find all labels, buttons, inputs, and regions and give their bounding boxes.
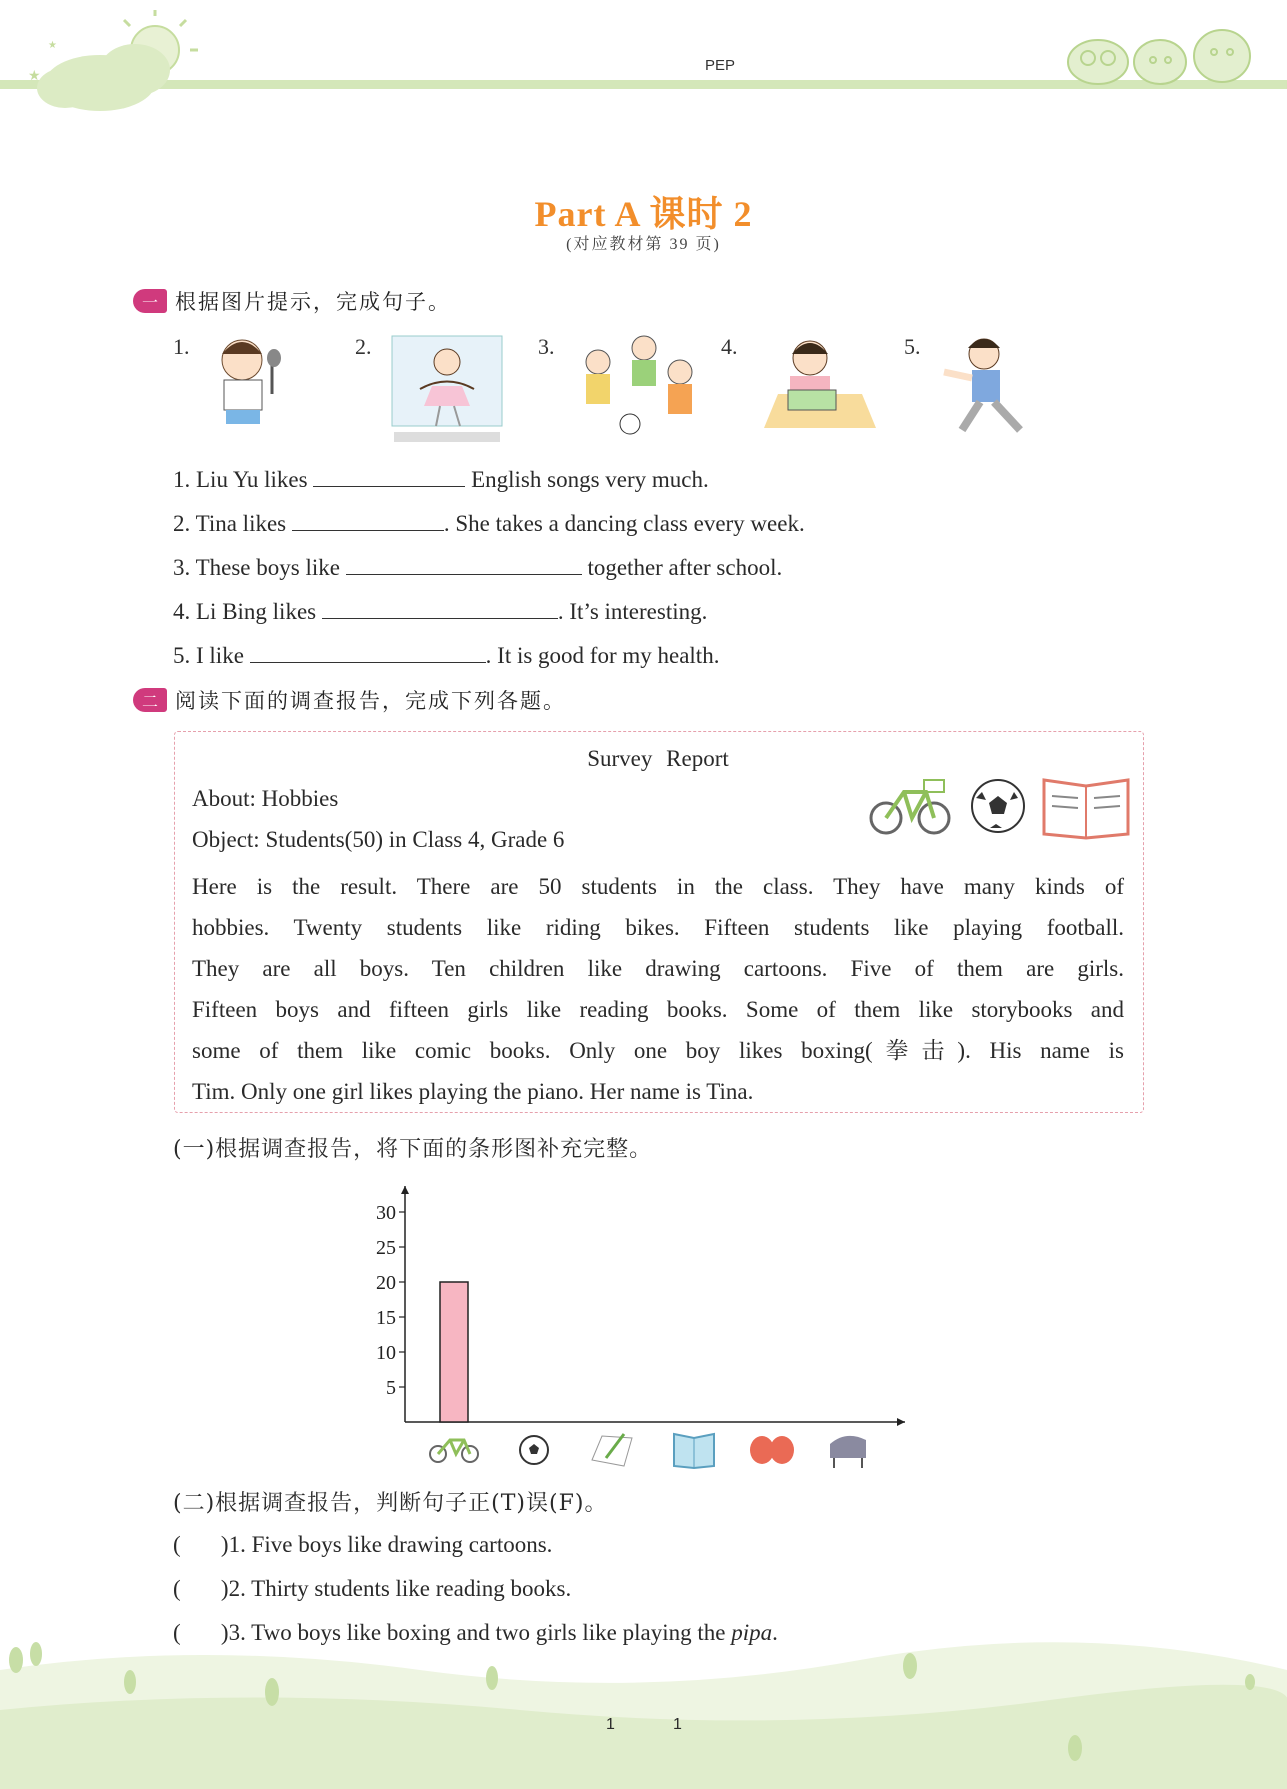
picture-number-5: 5. bbox=[904, 334, 921, 359]
football-icon bbox=[970, 778, 1026, 834]
section2-heading bbox=[133, 685, 566, 715]
sentence-5-end: . It is good for my health. bbox=[485, 643, 720, 668]
svg-text:★: ★ bbox=[48, 40, 57, 51]
answer-blank-3[interactable] bbox=[346, 552, 582, 575]
football-category-icon bbox=[520, 1436, 548, 1464]
drawing-category-icon bbox=[592, 1434, 632, 1466]
fill-sentence-4 bbox=[173, 596, 707, 625]
survey-paragraph bbox=[192, 866, 1124, 1112]
fill-sentence-2 bbox=[173, 508, 805, 537]
boxing-gloves-category-icon bbox=[750, 1436, 794, 1464]
footer-hills-decoration bbox=[0, 1630, 1287, 1789]
survey-title: Survey Report bbox=[587, 746, 729, 771]
sentence-3-start: 3. These boys like bbox=[173, 555, 346, 580]
hobbies-bar-chart bbox=[370, 1168, 920, 1478]
section1-instruction: 根据图片提示，完成句子。 bbox=[175, 290, 451, 314]
brand-label: PEP bbox=[704, 57, 735, 74]
footer-page-number-right: 1 bbox=[673, 1716, 682, 1733]
page-title: Part A 课时 2 bbox=[534, 194, 753, 234]
girl-reading-picture bbox=[752, 332, 880, 432]
survey-text-line: They are all boys. Ten children like drawing cartoons. Five of them are girls. bbox=[192, 956, 1124, 981]
judgement-3-text: ( )3. Two boys like boxing and two girls like playing the bbox=[173, 1620, 732, 1645]
boys-playing-football-picture bbox=[568, 334, 708, 442]
part1-instruction: (一)根据调查报告，将下面的条形图补充完整。 bbox=[173, 1137, 653, 1162]
judgement-3-italic-word: pipa bbox=[731, 1620, 773, 1645]
fill-sentence-1 bbox=[173, 464, 709, 493]
svg-text:★: ★ bbox=[28, 69, 41, 84]
picture-number-4: 4. bbox=[721, 334, 738, 359]
fill-sentence-3 bbox=[173, 552, 782, 581]
bike-category-icon bbox=[430, 1440, 478, 1462]
sentence-3-end: together after school. bbox=[581, 555, 783, 580]
survey-text-line: Here is the result. There are 50 students in the class. They have many kinds of bbox=[192, 874, 1124, 899]
sentence-5-start: 5. I like bbox=[173, 643, 250, 668]
section1-heading bbox=[133, 286, 451, 316]
judgement-1: ( )1. Five boys like drawing cartoons. bbox=[173, 1532, 553, 1557]
answer-blank-4[interactable] bbox=[322, 596, 558, 619]
girl-dancing-picture bbox=[390, 334, 505, 446]
section2-badge: 二 bbox=[133, 688, 167, 712]
page-subtitle: (对应教材第 39 页) bbox=[566, 236, 721, 253]
judgement-2: ( )2. Thirty students like reading books. bbox=[173, 1576, 572, 1601]
y-axis-arrow bbox=[401, 1186, 409, 1194]
animal-faces-decoration bbox=[1060, 18, 1260, 86]
cloud-sun-decoration bbox=[20, 8, 210, 118]
piano-category-icon bbox=[830, 1436, 866, 1468]
picture-number-1: 1. bbox=[173, 334, 190, 359]
answer-blank-5[interactable] bbox=[250, 640, 486, 663]
part2-instruction: (二)根据调查报告，判断句子正(T)误(F)。 bbox=[173, 1491, 608, 1516]
sentence-1-start: 1. Liu Yu likes bbox=[173, 467, 314, 492]
picture-number-3: 3. bbox=[538, 334, 555, 359]
fill-sentence-5 bbox=[173, 640, 719, 669]
y-tick-label: 20 bbox=[376, 1272, 396, 1294]
survey-text-line: some of them like comic books. Only one boy likes boxing(拳击). His name is bbox=[192, 1038, 1124, 1063]
y-tick-label: 10 bbox=[376, 1342, 396, 1364]
sentence-1-end: English songs very much. bbox=[465, 467, 709, 492]
sentence-4-start: 4. Li Bing likes bbox=[173, 599, 322, 624]
book-category-icon bbox=[674, 1434, 714, 1468]
y-tick-label: 25 bbox=[376, 1237, 396, 1259]
section1-badge: 一 bbox=[133, 289, 167, 313]
y-tick-label: 15 bbox=[376, 1307, 396, 1329]
survey-object: Object: Students(50) in Class 4, Grade 6 bbox=[192, 827, 565, 852]
bar-riding-bikes bbox=[440, 1282, 468, 1422]
sentence-4-end: . It’s interesting. bbox=[557, 599, 708, 624]
bicycle-icon bbox=[868, 772, 952, 838]
survey-text-line: hobbies. Twenty students like riding bikes. Fifteen students like playing football. bbox=[192, 915, 1124, 940]
judgement-3-end: . bbox=[772, 1620, 778, 1645]
sentence-2-start: 2. Tina likes bbox=[173, 511, 292, 536]
y-tick-label: 30 bbox=[376, 1202, 396, 1224]
open-book-icon bbox=[1040, 774, 1132, 840]
survey-about: About: Hobbies bbox=[192, 786, 339, 811]
survey-text-line: Fifteen boys and fifteen girls like reading books. Some of them like storybooks and bbox=[192, 997, 1124, 1022]
footer-page-number-left: 1 bbox=[606, 1716, 615, 1733]
answer-blank-1[interactable] bbox=[313, 464, 465, 487]
survey-text-line: Tim. Only one girl likes playing the piano. Her name is Tina. bbox=[192, 1079, 754, 1104]
x-axis-arrow bbox=[897, 1418, 905, 1426]
y-tick-label: 5 bbox=[386, 1377, 396, 1399]
boy-doing-kungfu-picture bbox=[940, 332, 1040, 442]
sentence-2-end: . She takes a dancing class every week. bbox=[443, 511, 805, 536]
boy-singing-picture bbox=[200, 332, 295, 432]
answer-blank-2[interactable] bbox=[292, 508, 444, 531]
picture-number-2: 2. bbox=[355, 334, 372, 359]
section2-instruction: 阅读下面的调查报告，完成下列各题。 bbox=[175, 689, 566, 713]
